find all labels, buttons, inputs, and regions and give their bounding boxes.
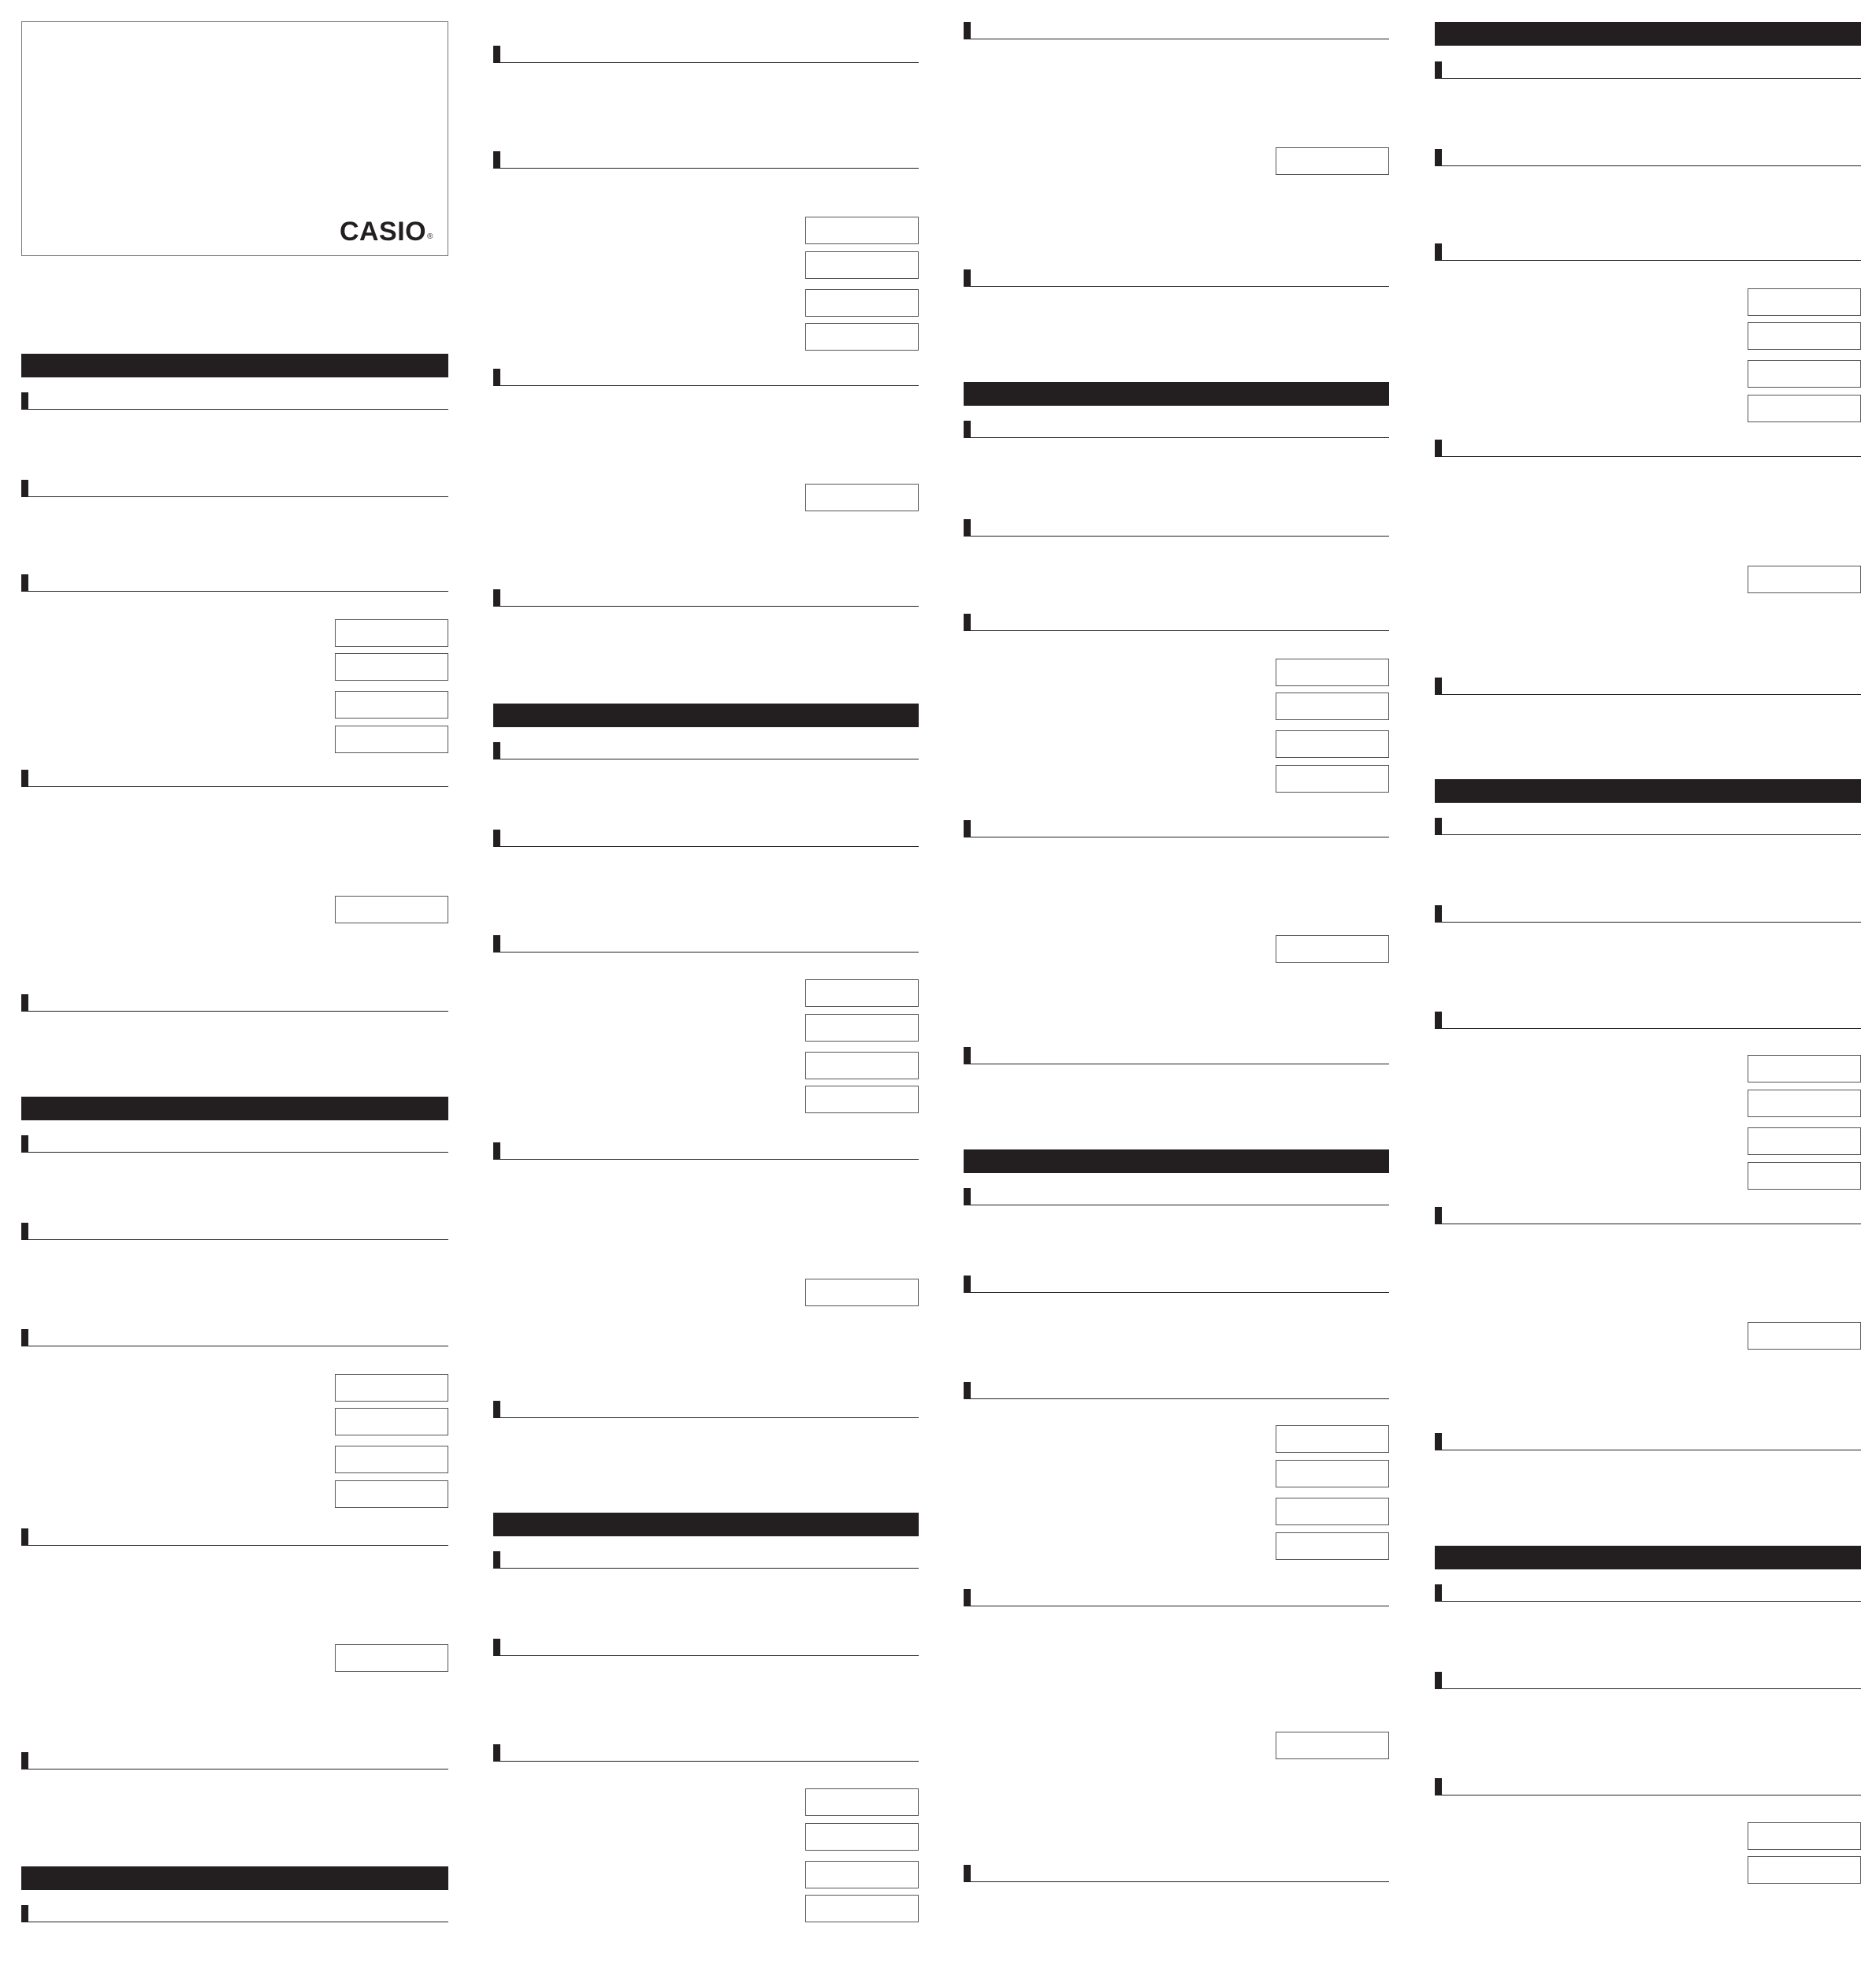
subsection-rule bbox=[493, 46, 919, 63]
display-box bbox=[335, 691, 448, 719]
casio-logo bbox=[340, 217, 433, 247]
rule-line bbox=[28, 1011, 448, 1012]
subsection-rule bbox=[964, 22, 1389, 39]
subsection-rule bbox=[1435, 440, 1861, 457]
subsection-marker bbox=[1435, 1433, 1442, 1450]
display-box bbox=[805, 1086, 919, 1113]
subsection-marker bbox=[21, 1528, 28, 1546]
display-box bbox=[1276, 1460, 1389, 1487]
subsection-marker bbox=[1435, 440, 1442, 457]
subsection-rule bbox=[21, 480, 448, 497]
subsection-rule bbox=[964, 1047, 1389, 1064]
display-box bbox=[805, 1861, 919, 1888]
subsection-rule bbox=[493, 1142, 919, 1160]
subsection-marker bbox=[1435, 1207, 1442, 1224]
subsection-marker bbox=[493, 369, 500, 386]
rule-line bbox=[28, 496, 448, 498]
display-box bbox=[335, 1480, 448, 1508]
rule-line bbox=[971, 1292, 1389, 1294]
display-box bbox=[1276, 659, 1389, 686]
subsection-marker bbox=[964, 820, 971, 837]
section-header-bar bbox=[1435, 1546, 1861, 1569]
display-box bbox=[1748, 1055, 1861, 1082]
rule-line bbox=[28, 409, 448, 410]
subsection-marker bbox=[964, 1589, 971, 1606]
subsection-marker bbox=[493, 1142, 500, 1160]
subsection-marker bbox=[493, 1744, 500, 1762]
subsection-marker bbox=[1435, 61, 1442, 79]
subsection-marker bbox=[493, 1639, 500, 1656]
brand-wordmark: CASIO bbox=[339, 217, 427, 247]
subsection-marker bbox=[493, 151, 500, 169]
subsection-rule bbox=[493, 935, 919, 953]
rule-line bbox=[500, 952, 919, 953]
subsection-rule bbox=[964, 519, 1389, 537]
rule-line bbox=[971, 1606, 1389, 1607]
trademark-symbol: ® bbox=[427, 232, 433, 241]
section-header-bar bbox=[964, 1149, 1389, 1173]
subsection-rule bbox=[964, 820, 1389, 837]
subsection-rule bbox=[1435, 1672, 1861, 1689]
rule-line bbox=[500, 62, 919, 64]
subsection-rule bbox=[21, 994, 448, 1012]
subsection-rule bbox=[493, 830, 919, 847]
subsection-marker bbox=[493, 742, 500, 759]
rule-line bbox=[500, 606, 919, 607]
rule-line bbox=[500, 1568, 919, 1569]
subsection-marker bbox=[21, 1223, 28, 1240]
section-header-bar bbox=[21, 354, 448, 377]
subsection-rule bbox=[21, 574, 448, 592]
subsection-rule bbox=[964, 269, 1389, 287]
rule-line bbox=[28, 591, 448, 592]
subsection-rule bbox=[1435, 1433, 1861, 1450]
section-header-bar bbox=[964, 382, 1389, 406]
display-box bbox=[335, 1644, 448, 1672]
display-box bbox=[1748, 322, 1861, 350]
subsection-rule bbox=[21, 770, 448, 787]
display-box bbox=[1748, 1090, 1861, 1117]
subsection-marker bbox=[493, 830, 500, 847]
rule-line bbox=[500, 1655, 919, 1657]
rule-line bbox=[1442, 78, 1861, 80]
display-box bbox=[335, 726, 448, 753]
section-header-bar bbox=[1435, 22, 1861, 46]
subsection-rule bbox=[493, 1639, 919, 1656]
display-box bbox=[1748, 360, 1861, 388]
rule-line bbox=[28, 1346, 448, 1347]
subsection-marker bbox=[493, 1401, 500, 1418]
rule-line bbox=[28, 1769, 448, 1770]
subsection-rule bbox=[493, 742, 919, 759]
subsection-marker bbox=[1435, 1778, 1442, 1795]
display-box bbox=[1276, 693, 1389, 720]
subsection-marker bbox=[21, 1905, 28, 1922]
display-box bbox=[1276, 730, 1389, 758]
rule-line bbox=[500, 759, 919, 760]
subsection-rule bbox=[1435, 243, 1861, 261]
rule-line bbox=[971, 286, 1389, 288]
rule-line bbox=[1442, 456, 1861, 458]
display-box bbox=[805, 323, 919, 351]
rule-line bbox=[500, 846, 919, 848]
subsection-marker bbox=[964, 1276, 971, 1293]
subsection-rule bbox=[21, 1528, 448, 1546]
subsection-marker bbox=[1435, 678, 1442, 695]
display-box bbox=[805, 1823, 919, 1851]
rule-line bbox=[1442, 1795, 1861, 1796]
rule-line bbox=[1442, 1224, 1861, 1225]
rule-line bbox=[500, 1159, 919, 1160]
subsection-marker bbox=[493, 46, 500, 63]
subsection-marker bbox=[493, 589, 500, 607]
subsection-marker bbox=[21, 1752, 28, 1769]
subsection-rule bbox=[493, 151, 919, 169]
subsection-marker bbox=[21, 1135, 28, 1153]
rule-line bbox=[500, 385, 919, 387]
subsection-rule bbox=[493, 1551, 919, 1569]
display-box bbox=[805, 289, 919, 317]
rule-line bbox=[28, 1922, 448, 1923]
display-box bbox=[335, 896, 448, 923]
section-header-bar bbox=[1435, 779, 1861, 803]
rule-line bbox=[971, 1398, 1389, 1400]
display-box bbox=[1748, 1856, 1861, 1884]
subsection-rule bbox=[1435, 905, 1861, 923]
subsection-marker bbox=[21, 1329, 28, 1346]
subsection-rule bbox=[21, 1329, 448, 1346]
subsection-marker bbox=[964, 519, 971, 537]
subsection-marker bbox=[1435, 818, 1442, 835]
subsection-marker bbox=[964, 22, 971, 39]
section-header-bar bbox=[21, 1097, 448, 1120]
display-box bbox=[1276, 1498, 1389, 1525]
subsection-rule bbox=[493, 1401, 919, 1418]
subsection-rule bbox=[964, 1865, 1389, 1882]
subsection-marker bbox=[21, 392, 28, 410]
rule-line bbox=[1442, 165, 1861, 167]
rule-line bbox=[1442, 834, 1861, 836]
display-box bbox=[805, 1895, 919, 1922]
subsection-rule bbox=[493, 1744, 919, 1762]
subsection-rule bbox=[493, 589, 919, 607]
display-box bbox=[1276, 147, 1389, 175]
rule-line bbox=[971, 39, 1389, 40]
display-box bbox=[805, 1052, 919, 1079]
rule-line bbox=[1442, 694, 1861, 696]
rule-line bbox=[971, 630, 1389, 632]
display-box bbox=[1748, 288, 1861, 316]
subsection-rule bbox=[1435, 1012, 1861, 1029]
rule-line bbox=[971, 536, 1389, 537]
rule-line bbox=[500, 1761, 919, 1762]
rule-line bbox=[971, 437, 1389, 439]
subsection-marker bbox=[1435, 1012, 1442, 1029]
display-box bbox=[1276, 765, 1389, 793]
subsection-marker bbox=[1435, 149, 1442, 166]
section-header-bar bbox=[21, 1866, 448, 1890]
display-box bbox=[335, 1374, 448, 1402]
subsection-marker bbox=[1435, 1672, 1442, 1689]
subsection-rule bbox=[1435, 678, 1861, 695]
display-box bbox=[1748, 1127, 1861, 1155]
rule-line bbox=[28, 1152, 448, 1153]
display-box bbox=[335, 1446, 448, 1473]
subsection-rule bbox=[964, 1382, 1389, 1399]
rule-line bbox=[500, 1417, 919, 1419]
subsection-rule bbox=[1435, 818, 1861, 835]
rule-line bbox=[28, 1545, 448, 1547]
rule-line bbox=[1442, 260, 1861, 262]
subsection-marker bbox=[964, 1865, 971, 1882]
subsection-marker bbox=[1435, 905, 1442, 923]
rule-line bbox=[971, 1881, 1389, 1883]
subsection-rule bbox=[964, 421, 1389, 438]
display-box bbox=[1748, 1822, 1861, 1850]
subsection-rule bbox=[21, 1135, 448, 1153]
subsection-rule bbox=[1435, 1207, 1861, 1224]
display-box bbox=[1748, 566, 1861, 593]
rule-line bbox=[971, 837, 1389, 838]
subsection-rule bbox=[964, 1276, 1389, 1293]
rule-line bbox=[1442, 1601, 1861, 1602]
rule-line bbox=[1442, 922, 1861, 923]
subsection-marker bbox=[493, 1551, 500, 1569]
display-box bbox=[1748, 395, 1861, 422]
rule-line bbox=[500, 168, 919, 169]
display-box bbox=[1276, 1425, 1389, 1453]
subsection-rule bbox=[21, 1752, 448, 1769]
display-box bbox=[335, 619, 448, 647]
display-box bbox=[805, 1279, 919, 1306]
subsection-marker bbox=[964, 269, 971, 287]
subsection-marker bbox=[1435, 1584, 1442, 1602]
subsection-rule bbox=[1435, 1584, 1861, 1602]
subsection-marker bbox=[1435, 243, 1442, 261]
subsection-rule bbox=[1435, 1778, 1861, 1795]
subsection-rule bbox=[964, 1589, 1389, 1606]
rule-line bbox=[1442, 1028, 1861, 1030]
subsection-rule bbox=[21, 1905, 448, 1922]
cover-panel bbox=[21, 21, 448, 256]
subsection-rule bbox=[1435, 149, 1861, 166]
subsection-rule bbox=[964, 1188, 1389, 1205]
subsection-rule bbox=[21, 392, 448, 410]
display-box bbox=[805, 1014, 919, 1042]
subsection-marker bbox=[21, 994, 28, 1012]
section-header-bar bbox=[493, 1513, 919, 1536]
rule-line bbox=[28, 1239, 448, 1241]
display-box bbox=[1748, 1322, 1861, 1350]
subsection-marker bbox=[964, 614, 971, 631]
rule-line bbox=[28, 786, 448, 788]
section-header-bar bbox=[493, 704, 919, 727]
subsection-rule bbox=[1435, 61, 1861, 79]
subsection-marker bbox=[964, 421, 971, 438]
rule-line bbox=[1442, 1688, 1861, 1690]
display-box bbox=[805, 217, 919, 244]
subsection-rule bbox=[964, 614, 1389, 631]
display-box bbox=[1276, 1532, 1389, 1560]
display-box bbox=[1276, 1732, 1389, 1759]
subsection-marker bbox=[964, 1188, 971, 1205]
display-box bbox=[335, 1408, 448, 1435]
subsection-marker bbox=[964, 1047, 971, 1064]
rule-line bbox=[1442, 1450, 1861, 1451]
display-box bbox=[805, 484, 919, 511]
display-box bbox=[1748, 1162, 1861, 1190]
subsection-marker bbox=[21, 770, 28, 787]
subsection-marker bbox=[964, 1382, 971, 1399]
subsection-marker bbox=[493, 935, 500, 953]
display-box bbox=[1276, 935, 1389, 963]
rule-line bbox=[971, 1205, 1389, 1206]
display-box bbox=[805, 979, 919, 1007]
display-box bbox=[805, 251, 919, 279]
subsection-rule bbox=[21, 1223, 448, 1240]
display-box bbox=[805, 1788, 919, 1816]
subsection-marker bbox=[21, 480, 28, 497]
subsection-rule bbox=[493, 369, 919, 386]
rule-line bbox=[971, 1064, 1389, 1065]
subsection-marker bbox=[21, 574, 28, 592]
display-box bbox=[335, 653, 448, 681]
